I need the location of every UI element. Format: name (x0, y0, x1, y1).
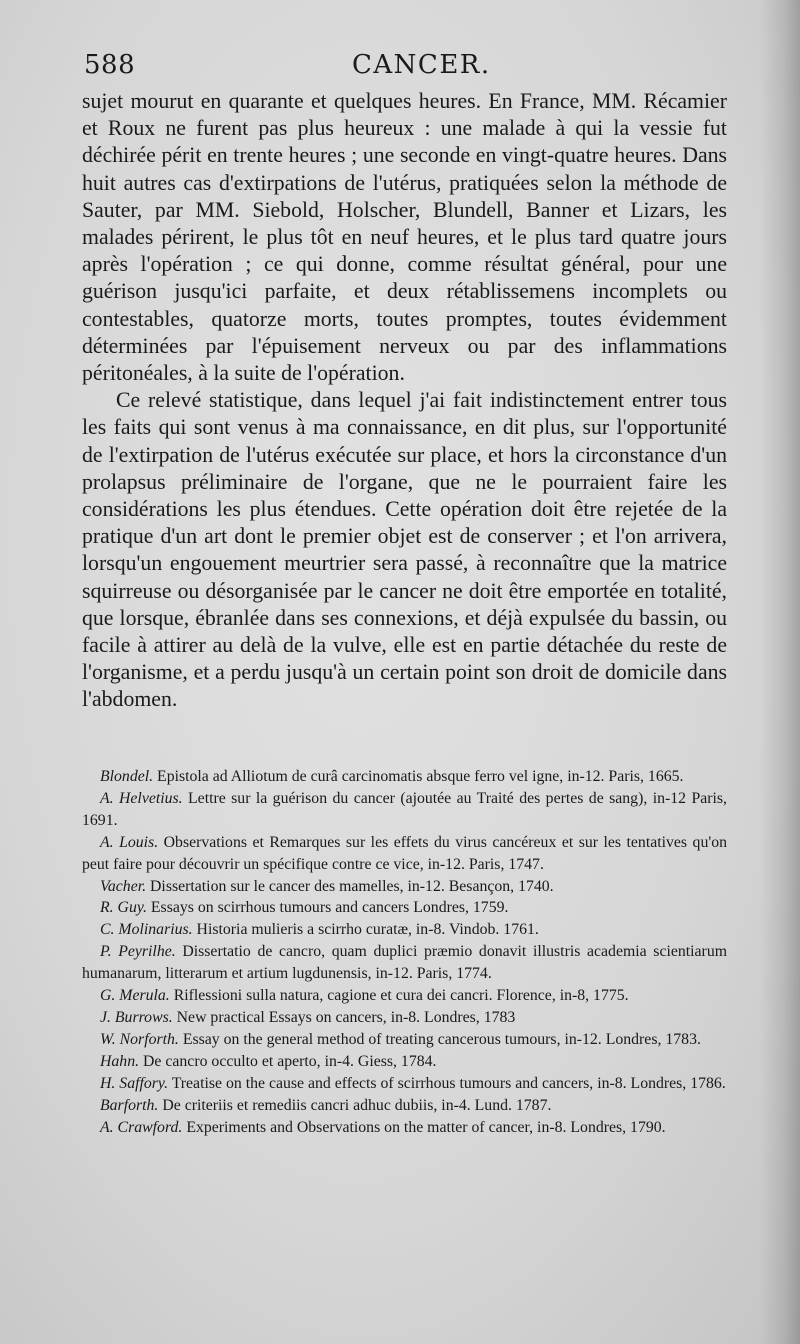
entry-text: Treatise on the cause and effects of scirrhous tumours and cancers, in-8. Londres, 1786. (168, 1074, 726, 1092)
entry-text: Dissertatio de cancro, quam duplici præmio donavit illustris academia scientiarum humanarum, litterarum et artium lugdunensis, in-12. Paris, 1774. (82, 943, 728, 983)
entry-text: Essay on the general method of treating cancerous tumours, in-12. Londres, 1783. (178, 1030, 701, 1048)
paragraph-continuation: sujet mourut en quarante et quelques heures. En France, MM. Récamier et Roux ne furent pas plus heureux : une malade à qui la vessie fut déchirée périt en trente heures ; une seconde en vingt-quatre heures. Dans huit autres cas d'extirpations de l'utérus, pratiquées selon la méthode de Sauter, par MM. Siebold, Holscher, Blundell, Banner et Lizars, les malades périrent, le plus tôt en neuf heures, et le plus tard quatre jours après l'opération ; ce qui donne, comme résultat général, pour une guérison jusqu'ici parfaite, et deux rétablissemens incomplets ou contestables, quatorze morts, toutes promptes, toutes évidemment déterminées par l'épuisement nerveux ou par des inflammations péritonéales, à la suite de l'opération. (82, 89, 727, 386)
entry-author: Vacher. (100, 877, 147, 895)
entry-author: Blondel. (100, 768, 154, 785)
running-head: CANCER. (352, 50, 491, 80)
bibliography-entry (82, 941, 727, 985)
entry-text: Essays on scirrhous tumours and cancers Londres, 1759. (146, 899, 509, 917)
entry-text: Observations et Remarques sur les effets du virus cancéreux et sur les tentatives qu'on peut faire pour découvrir un spécifique contre ce vice, in-12. Paris, 1747. (82, 833, 727, 873)
entry-author: J. Burrows. (100, 1008, 173, 1026)
bibliography-entry (82, 1007, 727, 1029)
bibliography-entry (82, 919, 727, 941)
bibliography-entry (82, 897, 727, 919)
bibliography-entry (82, 1073, 727, 1095)
bibliography-entry (82, 766, 727, 788)
entry-author: R. Guy. (100, 899, 147, 917)
entry-text: Lettre sur la guérison du cancer (ajoutée au Traité des pertes de sang), in-12 Paris, 1691. (82, 789, 727, 829)
entry-text: Riflessioni sulla natura, cagione et cura dei cancri. Florence, in-8, 1775. (169, 987, 629, 1005)
entry-text: Experiments and Observations on the matter of cancer, in-8. Londres, 1790. (182, 1118, 666, 1136)
bibliography-entry (82, 788, 727, 832)
bibliography-entry (82, 832, 727, 876)
bibliography-entry (82, 1095, 727, 1117)
paragraph: Ce relevé statistique, dans lequel j'ai fait indistinctement entrer tous les faits qui sont venus à ma connaissance, en dit plus, sur l'opportunité de l'extirpation de l'utérus exécutée sur place, et hors la circonstance d'un prolapsus préliminaire de l'organe, que ne le pourraient faire les considérations les plus étendues. Cette opération doit être rejetée de la pratique d'un art dont le premier objet est de conserver ; et l'on arrivera, lorsqu'un engouement meurtrier sera passé, à reconnaître que la matrice squirreuse ou désorganisée par le cancer ne doit être emportée en totalité, que lorsque, ébranlée dans ses connexions, et déjà expulsée du bassin, ou facile à attirer au delà de la vulve, elle est en partie détachée du reste de l'organisme, et a perdu jusqu'à un certain point son droit de domicile dans l'abdomen. (82, 388, 727, 712)
entry-author: H. Saffory. (100, 1074, 169, 1092)
entry-author: C. Molinarius. (100, 921, 193, 939)
entry-author: A. Helvetius. (100, 789, 183, 807)
bibliography-entry (82, 1029, 727, 1051)
entry-text: Epistola ad Alliotum de curâ carcinomatis absque ferro vel igne, in-12. Paris, 1665. (153, 768, 684, 785)
bibliography (82, 766, 727, 1138)
entry-text: De criteriis et remediis cancri adhuc dubiis, in-4. Lund. 1787. (158, 1096, 552, 1114)
entry-author: A. Crawford. (100, 1118, 183, 1136)
spine-shadow (760, 0, 800, 1344)
entry-author: Barforth. (100, 1096, 159, 1114)
bibliography-entry (82, 876, 727, 898)
page-number: 588 (84, 50, 136, 80)
page-header (84, 50, 734, 84)
entry-author: Hahn. (100, 1052, 140, 1070)
main-text (82, 88, 727, 714)
entry-text: De cancro occulto et aperto, in-4. Giess, 1784. (139, 1052, 437, 1070)
entry-text: New practical Essays on cancers, in-8. Londres, 1783 (172, 1008, 516, 1026)
bibliography-entry (82, 1051, 727, 1073)
entry-author: G. Merula. (100, 987, 170, 1005)
entry-text: Dissertation sur le cancer des mamelles, in-12. Besançon, 1740. (146, 877, 554, 895)
entry-author: W. Norforth. (100, 1030, 179, 1048)
bibliography-entry (82, 1117, 727, 1139)
entry-text: Historia mulieris a scirrho curatæ, in-8. Vindob. 1761. (192, 921, 539, 939)
bibliography-entry (82, 985, 727, 1007)
entry-author: P. Peyrilhe. (100, 943, 176, 961)
entry-author: A. Louis. (100, 833, 159, 851)
